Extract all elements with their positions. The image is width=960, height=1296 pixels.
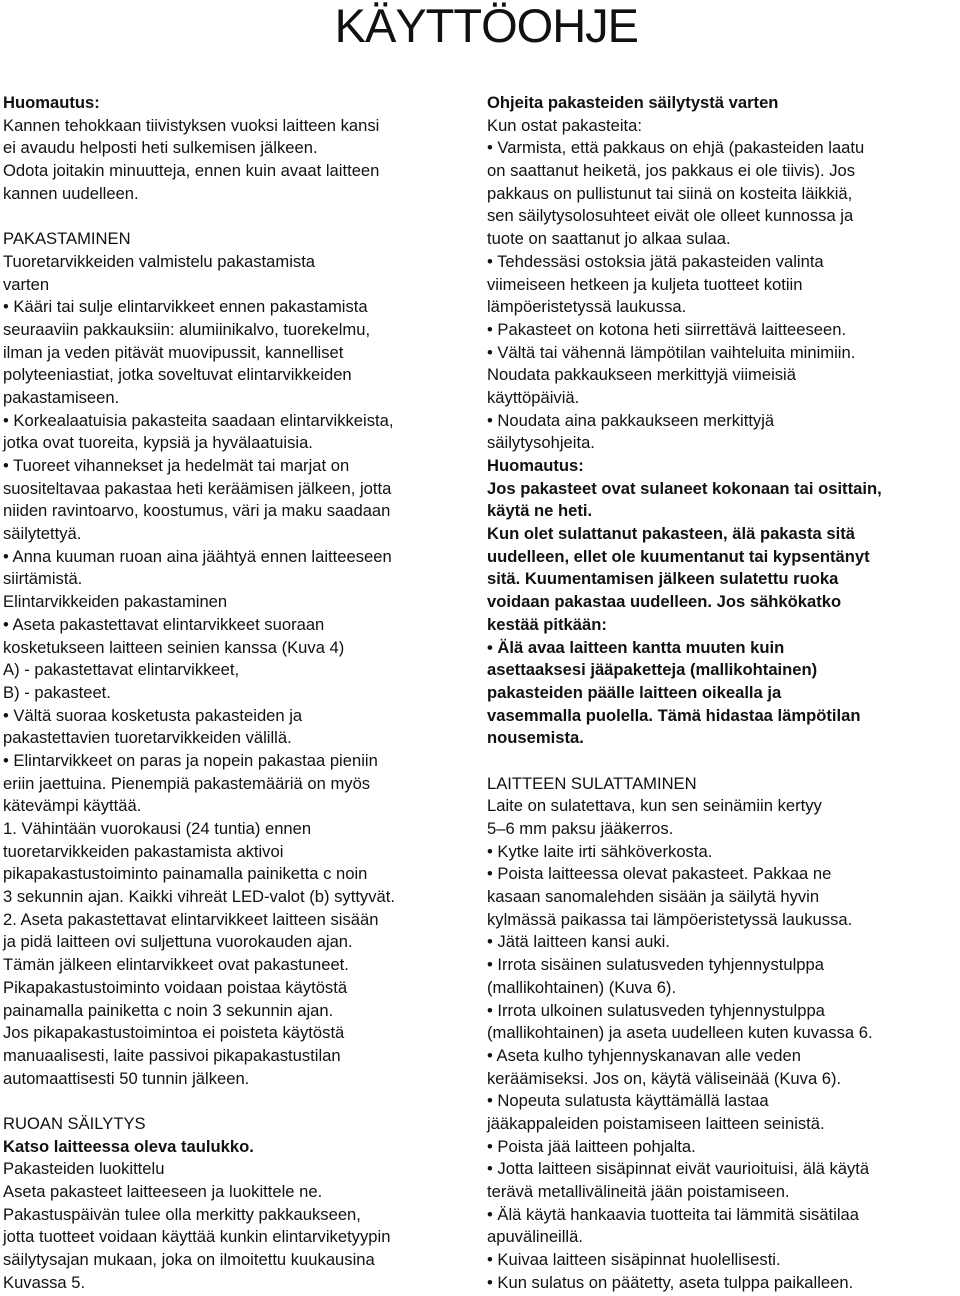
text-line: niiden ravintoarvo, koostumus, väri ja maku saadaan <box>3 501 391 521</box>
text-line: terävä metallivälineitä jään poistamiseen. <box>487 1182 790 1201</box>
text-line: säilytysajan mukaan, joka on ilmoitettu kuukausina <box>3 1250 375 1270</box>
text-line: • Tehdessäsi ostoksia jätä pakasteiden valinta <box>487 251 824 271</box>
text-line: nousemista. <box>487 728 584 748</box>
text-line: jääkappaleiden poistamiseen laitteen seinistä. <box>487 1113 825 1133</box>
text-line: • Jätä laitteen kansi auki. <box>487 932 670 952</box>
text-line: • Pakasteet on kotona heti siirrettävä laitteeseen. <box>487 319 847 339</box>
text-line: Odota joitakin minuutteja, ennen kuin avaat laitteen <box>3 161 380 181</box>
text-line: käyttöpäiviä. <box>487 387 580 407</box>
text-line: säilytettyä. <box>3 524 82 544</box>
text-line: jotta tuotteet voidaan käyttää kunkin elintarviketyypin <box>3 1227 391 1247</box>
text-line: jotka ovat tuoreita, kypsiä ja hyvälaatuisia. <box>3 433 313 453</box>
text-line: viimeiseen hetkeen ja kuljeta tuotteet kotiin <box>487 274 803 294</box>
text-line: PAKASTAMINEN <box>3 229 131 249</box>
text-line: • Korkealaatuisia pakasteita saadaan elintarvikkeista, <box>3 410 394 430</box>
text-line: • Tuoreet vihannekset ja hedelmät tai marjat on <box>3 456 350 475</box>
text-line: • Vältä suoraa kosketusta pakasteiden ja <box>3 705 303 725</box>
text-line: Jos pikapakastustoimintoa ei poisteta käytöstä <box>3 1023 345 1043</box>
right-column <box>487 92 957 1294</box>
text-line: polyteeniastiat, jotka soveltuvat elintarvikkeiden <box>3 365 352 385</box>
text-line: (mallikohtainen) ja aseta uudelleen kuten kuvassa 6. <box>487 1023 873 1043</box>
text-line: varten <box>3 274 50 294</box>
text-line: • Noudata aina pakkaukseen merkittyjä <box>487 410 775 430</box>
text-line: automaattisesti 50 tunnin jälkeen. <box>3 1068 250 1088</box>
text-line: apuvälineillä. <box>487 1227 583 1247</box>
text-line: • Aseta pakastettavat elintarvikkeet suoraan <box>3 614 325 634</box>
text-line: Huomautus: <box>487 456 584 475</box>
text-line: pikapakastustoiminto painamalla painiketta c noin <box>3 864 368 884</box>
text-line: • Irrota sisäinen sulatusveden tyhjennystulppa <box>487 955 824 975</box>
text-line: uudelleen, ellet ole kuumentanut tai kypsentänyt <box>487 546 870 566</box>
text-line: A) - pakastettavat elintarvikkeet, <box>3 660 240 680</box>
text-line: LAITTEEN SULATTAMINEN <box>487 773 697 793</box>
text-line: (mallikohtainen) (Kuva 6). <box>487 977 677 997</box>
text-line: kätevämpi käyttää. <box>3 796 142 816</box>
text-line: • Poista laitteessa olevat pakasteet. Pakkaa ne <box>487 864 832 884</box>
text-line: kannen uudelleen. <box>3 183 139 203</box>
text-line: käytä ne heti. <box>487 501 593 521</box>
text-line: • Anna kuuman ruoan aina jäähtyä ennen laitteeseen <box>3 546 392 566</box>
text-line: • Kääri tai sulje elintarvikkeet ennen pakastamista <box>3 297 368 317</box>
text-line: Katso laitteessa oleva taulukko. <box>3 1136 254 1156</box>
text-line: tuoretarvikkeiden pakastamista aktivoi <box>3 841 284 861</box>
text-line: kosketukseen laitteen seinien kanssa (Kuva 4) <box>3 637 345 657</box>
text-line: säilytysohjeita. <box>487 433 595 453</box>
text-line: keräämiseksi. Jos on, käytä väliseinää (Kuva 6). <box>487 1068 842 1088</box>
text-line: seuraaviin pakkauksiin: alumiinikalvo, tuorekelmu, <box>3 319 371 339</box>
text-line: • Jotta laitteen sisäpinnat eivät vaurioituisi, älä käytä <box>487 1159 870 1179</box>
text-line: • Irrota ulkoinen sulatusveden tyhjennystulppa <box>487 1000 825 1020</box>
text-line: ilman ja veden pitävät muovipussit, kannelliset <box>3 342 344 362</box>
text-line: 5–6 mm paksu jääkerros. <box>487 819 674 838</box>
text-line: sen säilytysolosuhteet eivät ole olleet kunnossa ja <box>487 206 854 226</box>
text-line: eriin jaettuina. Pienempiä pakastemääriä on myös <box>3 773 371 793</box>
text-line: pakkaus on pullistunut tai siinä on kosteita läikkiä, <box>487 183 853 203</box>
text-line: Laite on sulatettava, kun sen seinämiin kertyy <box>487 796 822 816</box>
spacer <box>3 1090 475 1113</box>
text-line: painamalla painiketta c noin 3 sekunnin ajan. <box>3 1000 334 1020</box>
text-line: • Älä avaa laitteen kantta muuten kuin <box>487 637 785 657</box>
text-line: ja pidä laitteen ovi suljettuna vuorokauden ajan. <box>3 932 353 952</box>
text-line: on saattanut heiketä, jos pakkaus ei ole tiivis). Jos <box>487 161 856 181</box>
text-line: voidaan pakastaa uudelleen. Jos sähkökatko <box>487 592 842 612</box>
text-line: RUOAN SÄILYTYS <box>3 1113 146 1133</box>
text-line: tuote on saattanut jo alkaa sulaa. <box>487 229 731 249</box>
text-line: lämpöeristetyssä laukussa. <box>487 297 687 317</box>
spacer <box>487 750 957 773</box>
text-line: Kannen tehokkaan tiivistyksen vuoksi laitteen kansi <box>3 115 380 135</box>
text-line: Ohjeita pakasteiden säilytystä varten <box>487 93 779 112</box>
text-line: • Nopeuta sulatusta käyttämällä lastaa <box>487 1091 769 1111</box>
text-line: ei avaudu helposti heti sulkemisen jälkeen. <box>3 138 318 158</box>
text-line: • Vältä tai vähennä lämpötilan vaihteluita minimiin. <box>487 342 856 362</box>
text-line: Jos pakasteet ovat sulaneet kokonaan tai osittain, <box>487 478 882 498</box>
document-title: KÄYTTÖOHJE <box>334 0 638 52</box>
text-line: • Aseta kulho tyhjennyskanavan alle veden <box>487 1045 801 1065</box>
text-line: • Elintarvikkeet on paras ja nopein pakastaa pieniin <box>3 750 378 770</box>
text-line: Huomautus: <box>3 93 100 112</box>
text-line: Aseta pakasteet laitteeseen ja luokittele ne. <box>3 1182 323 1201</box>
text-line: • Poista jää laitteen pohjalta. <box>487 1136 696 1156</box>
text-line: 2. Aseta pakastettavat elintarvikkeet laitteen sisään <box>3 909 379 929</box>
text-line: Noudata pakkaukseen merkittyjä viimeisiä <box>487 365 796 385</box>
text-line: 1. Vähintään vuorokausi (24 tuntia) ennen <box>3 819 312 838</box>
text-line: manuaalisesti, laite passivoi pikapakastustilan <box>3 1045 341 1065</box>
spacer <box>3 205 475 228</box>
text-line: • Kytke laite irti sähköverkosta. <box>487 841 713 861</box>
text-line: Tämän jälkeen elintarvikkeet ovat pakastuneet. <box>3 955 349 975</box>
text-line: • Kun sulatus on päätetty, aseta tulppa paikalleen. <box>487 1272 854 1292</box>
text-line: B) - pakasteet. <box>3 682 111 702</box>
text-line: sitä. Kuumentamisen jälkeen sulatettu ruoka <box>487 569 839 589</box>
text-line: pakastamiseen. <box>3 387 120 407</box>
text-line: pakasteiden päälle laitteen oikealla ja <box>487 682 782 702</box>
text-line: kestää pitkään: <box>487 614 607 634</box>
text-line: kylmässä paikassa tai lämpöeristetyssä laukussa. <box>487 909 853 929</box>
text-line: • Varmista, että pakkaus on ehjä (pakasteiden laatu <box>487 138 865 158</box>
text-line: Kun olet sulattanut pakasteen, älä pakasta sitä <box>487 524 855 544</box>
text-line: Tuoretarvikkeiden valmistelu pakastamista <box>3 251 316 271</box>
text-line: suositeltavaa pakastaa heti keräämisen jälkeen, jotta <box>3 478 392 498</box>
text-line: Pakasteiden luokittelu <box>3 1159 165 1179</box>
text-line: Pakastuspäivän tulee olla merkitty pakkaukseen, <box>3 1204 361 1224</box>
left-column <box>3 92 475 1294</box>
text-line: • Älä käytä hankaavia tuotteita tai lämmitä sisätilaa <box>487 1204 859 1224</box>
text-line: Kuvassa 5. <box>3 1272 86 1292</box>
text-line: pakastettavien tuoretarvikkeiden välillä. <box>3 728 292 748</box>
text-line: • Kuivaa laitteen sisäpinnat huolellisesti. <box>487 1250 781 1270</box>
text-line: vasemmalla puolella. Tämä hidastaa lämpötilan <box>487 705 861 725</box>
text-line: siirtämistä. <box>3 569 83 589</box>
text-line: Kun ostat pakasteita: <box>487 115 642 135</box>
text-line: asettaaksesi jääpaketteja (mallikohtainen) <box>487 660 818 680</box>
text-line: Pikapakastustoiminto voidaan poistaa käytöstä <box>3 977 348 997</box>
text-line: 3 sekunnin ajan. Kaikki vihreät LED-valot (b) syttyvät. <box>3 887 395 907</box>
text-line: kasaan sanomalehden sisään ja säilytä hyvin <box>487 887 820 907</box>
text-line: Elintarvikkeiden pakastaminen <box>3 592 228 612</box>
